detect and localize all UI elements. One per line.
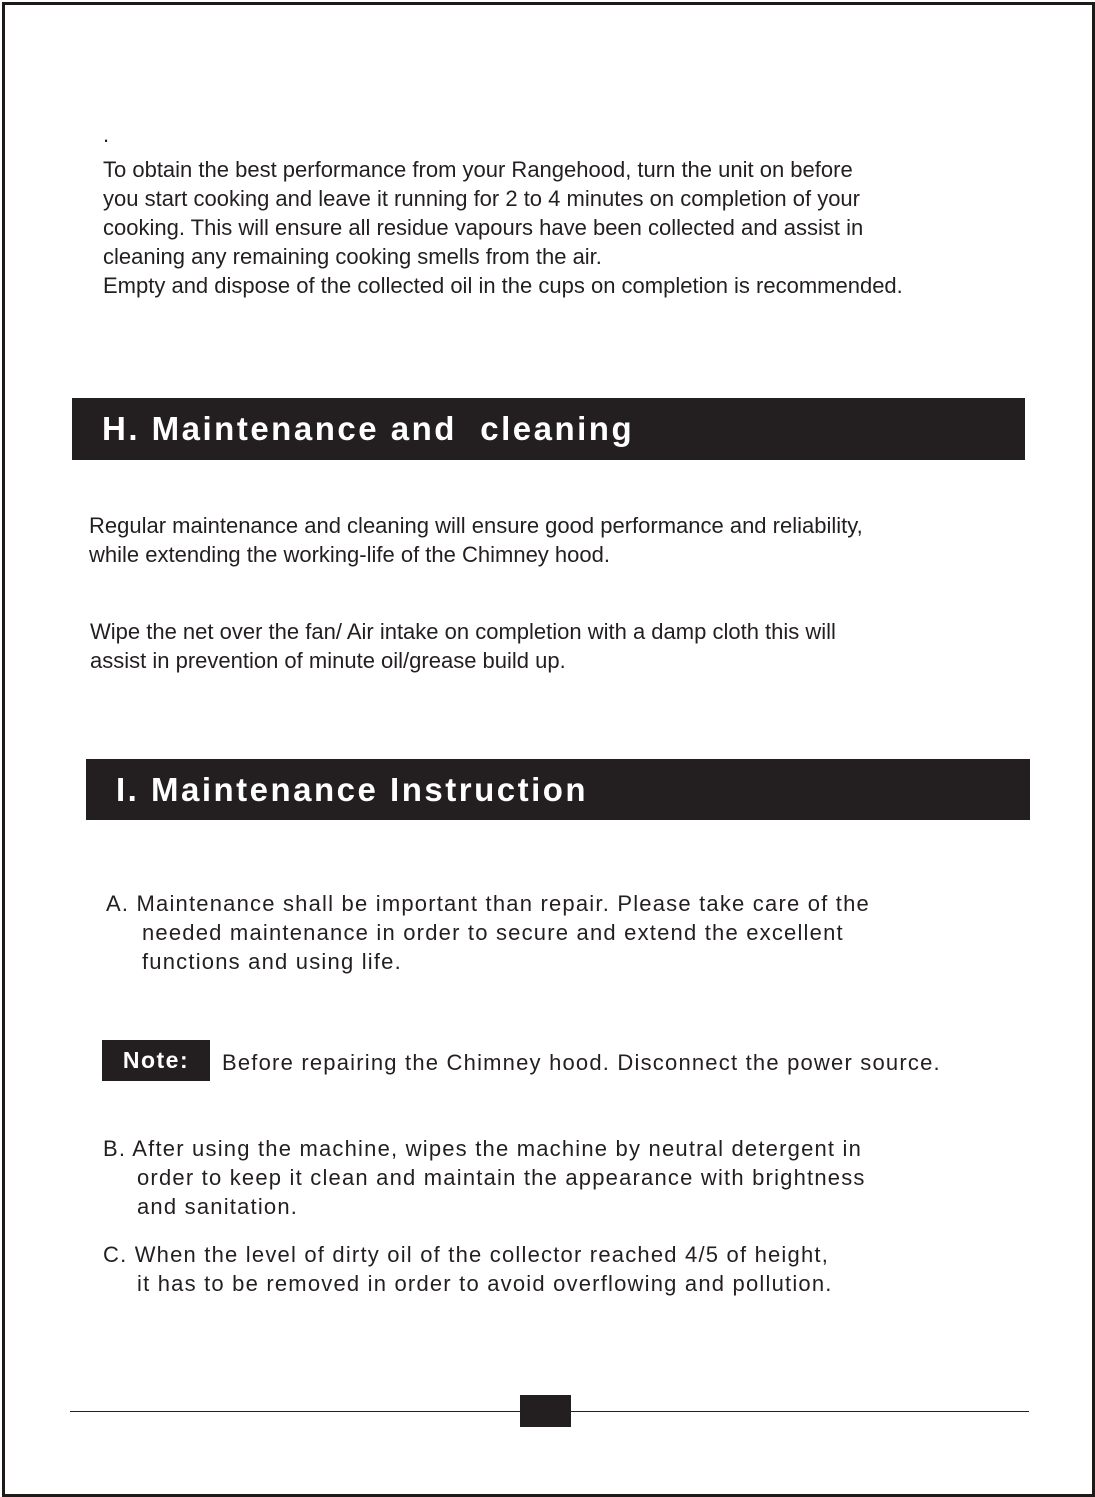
note-label-text: Note: bbox=[122, 1047, 190, 1073]
section-h-title: H. Maintenance and cleaning bbox=[102, 410, 635, 447]
intro-line: Empty and dispose of the collected oil in the cups on completion is recommended. bbox=[103, 273, 903, 298]
item-a bbox=[106, 889, 870, 976]
intro-line: you start cooking and leave it running for 2 to 4 minutes on completion of your bbox=[103, 186, 860, 211]
section-h-paragraph-2 bbox=[90, 617, 836, 675]
paragraph-line: Regular maintenance and cleaning will ensure good performance and reliability, bbox=[89, 513, 863, 538]
item-line: order to keep it clean and maintain the appearance with brightness bbox=[137, 1165, 866, 1190]
paragraph-line: while extending the working-life of the Chimney hood. bbox=[89, 542, 610, 567]
page-number-box bbox=[520, 1395, 571, 1427]
item-c bbox=[103, 1240, 833, 1298]
section-i-title: I. Maintenance Instruction bbox=[116, 770, 589, 808]
intro-paragraph bbox=[103, 120, 903, 300]
intro-line: cleaning any remaining cooking smells from the air. bbox=[103, 244, 602, 269]
item-line: and sanitation. bbox=[137, 1194, 299, 1219]
item-line: B. After using the machine, wipes the machine by neutral detergent in bbox=[103, 1136, 863, 1161]
item-b bbox=[103, 1134, 866, 1221]
item-line: it has to be removed in order to avoid overflowing and pollution. bbox=[137, 1271, 833, 1296]
section-i-header bbox=[86, 759, 1030, 820]
section-h-paragraph-1 bbox=[89, 511, 863, 569]
item-line: C. When the level of dirty oil of the collector reached 4/5 of height, bbox=[103, 1242, 830, 1267]
intro-line: To obtain the best performance from your Rangehood, turn the unit on before bbox=[103, 157, 853, 182]
item-line: A. Maintenance shall be important than repair. Please take care of the bbox=[106, 891, 870, 916]
paragraph-line: assist in prevention of minute oil/grease build up. bbox=[90, 648, 566, 673]
paragraph-line: Wipe the net over the fan/ Air intake on completion with a damp cloth this will bbox=[90, 619, 836, 644]
note-label bbox=[102, 1040, 210, 1081]
item-line: needed maintenance in order to secure and extend the excellent bbox=[142, 920, 844, 945]
item-line: functions and using life. bbox=[142, 949, 402, 974]
note-text: Before repairing the Chimney hood. Disconnect the power source. bbox=[222, 1050, 941, 1075]
intro-line: . bbox=[103, 122, 110, 147]
intro-line: cooking. This will ensure all residue vapours have been collected and assist in bbox=[103, 215, 864, 240]
section-h-header bbox=[72, 398, 1025, 460]
